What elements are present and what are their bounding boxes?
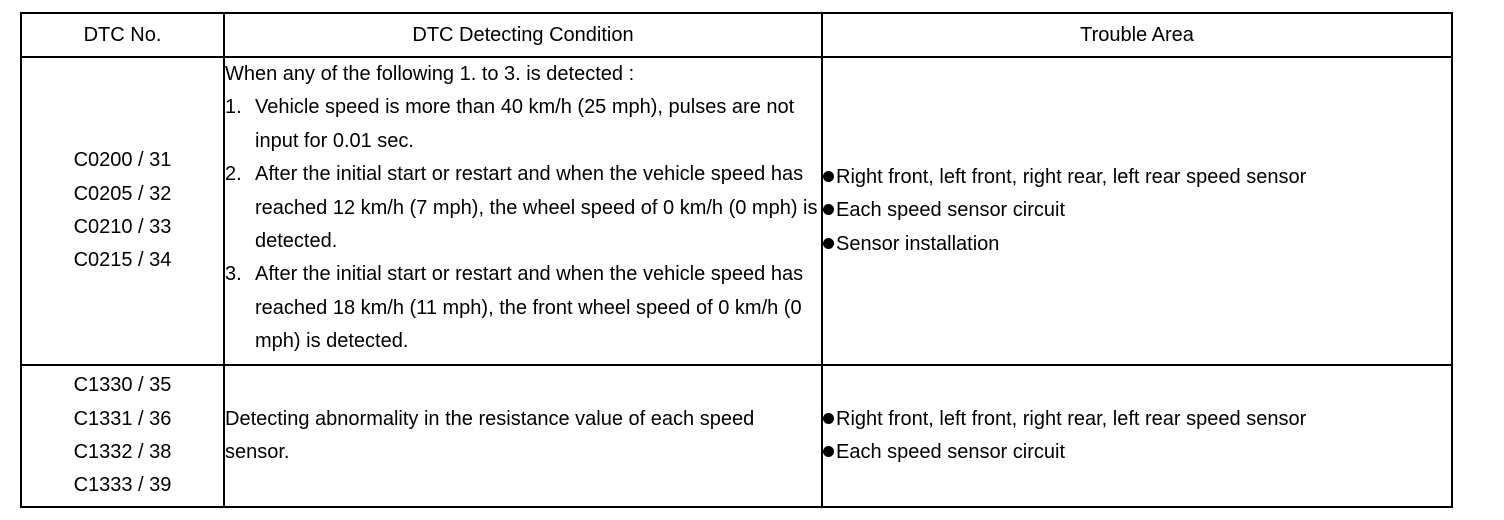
trouble-area-item bbox=[823, 194, 1451, 227]
condition-list bbox=[225, 91, 821, 358]
dtc-code: C0205 / 32 bbox=[73, 182, 172, 205]
condition-cell bbox=[224, 365, 822, 507]
trouble-area-text: Each speed sensor circuit bbox=[836, 441, 1066, 463]
bullet-icon bbox=[823, 446, 834, 457]
condition-text: Vehicle speed is more than 40 km/h (25 mph), pulses are not input for 0.01 sec. bbox=[255, 96, 795, 152]
condition-text: After the initial start or restart and when the vehicle speed has reached 12 km/h (7 mph), the wheel speed of 0 km/h (0 mph) is detected. bbox=[255, 163, 818, 253]
header-dtc-no: DTC No. bbox=[21, 13, 224, 57]
condition-text: After the initial start or restart and when the vehicle speed has reached 18 km/h (11 mph), the front wheel speed of 0 km/h (0 mph) is detected. bbox=[255, 263, 804, 353]
condition-number: 1. bbox=[225, 96, 242, 119]
trouble-area-cell bbox=[822, 365, 1452, 507]
trouble-area-text: Right front, left front, right rear, left rear speed sensor bbox=[836, 165, 1307, 188]
dtc-code: C1332 / 38 bbox=[73, 441, 172, 463]
dtc-codes-cell bbox=[21, 57, 224, 365]
dtc-code: C1330 / 35 bbox=[73, 374, 172, 397]
dtc-code: C1333 / 39 bbox=[73, 474, 172, 497]
condition-intro: When any of the following 1. to 3. is detected : bbox=[225, 63, 635, 85]
bullet-icon bbox=[823, 413, 834, 424]
dtc-code: C1331 / 36 bbox=[73, 407, 172, 430]
dtc-table bbox=[20, 12, 1453, 508]
condition-item bbox=[225, 91, 821, 158]
trouble-area-text: Sensor installation bbox=[836, 232, 1000, 255]
dtc-code: C0200 / 31 bbox=[73, 149, 172, 172]
trouble-area-item bbox=[823, 228, 1451, 261]
condition-cell bbox=[224, 57, 822, 365]
table-row bbox=[21, 57, 1452, 365]
condition-text: Detecting abnormality in the resistance value of each speed sensor. bbox=[225, 407, 755, 463]
bullet-icon bbox=[823, 171, 834, 182]
condition-number: 3. bbox=[225, 263, 242, 286]
trouble-area-text: Right front, left front, right rear, left rear speed sensor bbox=[836, 407, 1307, 430]
dtc-codes-cell bbox=[21, 365, 224, 507]
table-row bbox=[21, 365, 1452, 507]
dtc-code: C0215 / 34 bbox=[73, 249, 172, 272]
condition-item bbox=[225, 258, 821, 358]
bullet-icon bbox=[823, 238, 834, 249]
condition-number: 2. bbox=[225, 163, 242, 186]
trouble-area-item bbox=[823, 436, 1451, 469]
trouble-area-item bbox=[823, 161, 1451, 194]
trouble-area-cell bbox=[822, 57, 1452, 365]
dtc-code: C0210 / 33 bbox=[73, 216, 172, 238]
header-detecting-condition: DTC Detecting Condition bbox=[224, 13, 822, 57]
header-trouble-area: Trouble Area bbox=[822, 13, 1452, 57]
header-row bbox=[21, 13, 1452, 57]
trouble-area-item bbox=[823, 403, 1451, 436]
bullet-icon bbox=[823, 204, 834, 215]
trouble-area-text: Each speed sensor circuit bbox=[836, 199, 1066, 222]
condition-item bbox=[225, 158, 821, 258]
